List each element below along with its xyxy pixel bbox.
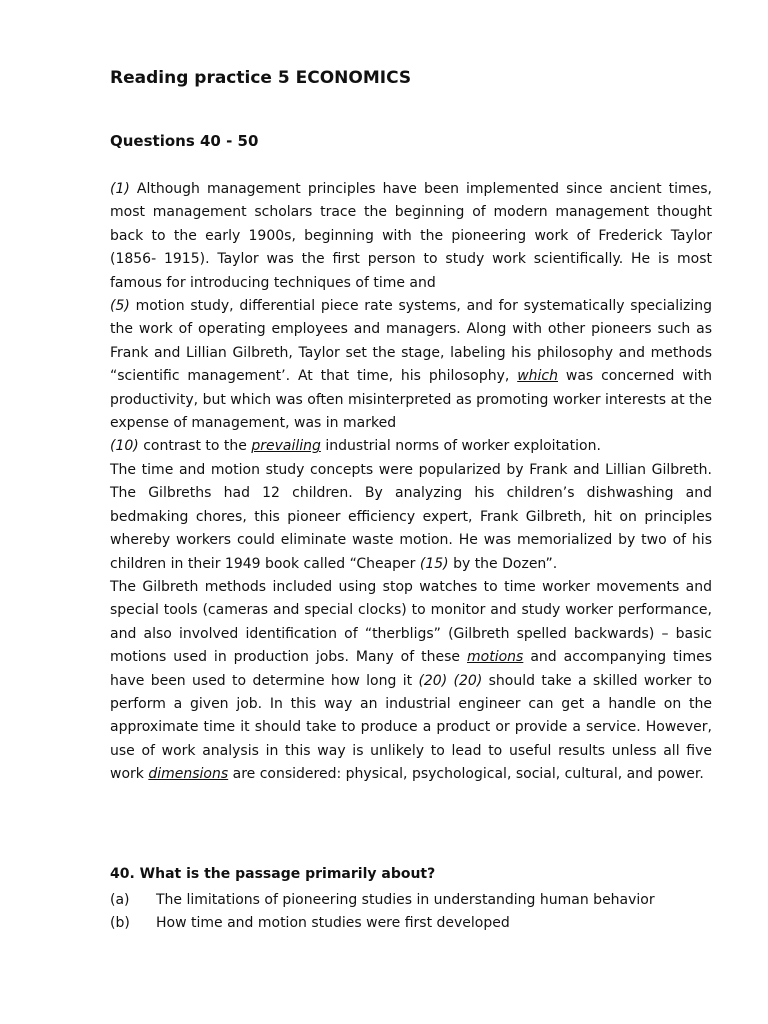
- line-marker-10: (10): [110, 438, 139, 455]
- reading-passage: [110, 178, 712, 787]
- line-marker-15: (15): [419, 555, 449, 572]
- passage-paragraph-1: (1) Although management principles have been implemented since ancient times, most management scholars trace the beginning of modern management thought back to the early 1900s, beginning with the pioneering work of Frederick Taylor (1856- 1915). Taylor was the first person to study work scientifically. He is most famous for introducing techniques of time and (5) motion study, differential piece rate systems, and for systematically specializing the work of operating employees and managers. Along with other pioneers such as Frank and Lillian Gilbreth, Taylor set the stage, labeling his philosophy and methods “scientific management’. At that time, his philosophy, which was concerned with productivity, but which was often misinterpreted as promoting worker interests at the expense of management, was in marked (10) contrast to the prevailing industrial norms of worker exploitation.: [110, 181, 712, 455]
- passage-paragraph-3: The Gilbreth methods included using stop watches to time worker movements and special tools (cameras and special clocks) to monitor and study worker performance, and also involved identification of “therbligs” (Gilbreth spelled backwards) – basic motions used in production jobs. Many of these motions and accompanying times have been used to determine how long it (20) (20) should take a skilled worker to perform a given job. In this way an industrial engineer can get a handle on the approximate time it should take to produce a product or provide a service. However, use of work analysis in this way is unlikely to lead to useful results unless all five work dimensions are considered: physical, psychological, social, cultural, and power.: [110, 578, 712, 783]
- option-letter: (a): [110, 892, 130, 908]
- option-text: How time and motion studies were first developed: [156, 915, 510, 932]
- underlined-word-prevailing: prevailing: [251, 438, 321, 455]
- line-marker-20a: (20): [418, 672, 448, 689]
- page-title: Reading practice 5 ECONOMICS: [110, 68, 412, 88]
- answer-option-a[interactable]: [110, 889, 655, 912]
- underlined-word-motions: motions: [467, 649, 524, 666]
- passage-paragraph-2: The time and motion study concepts were popularized by Frank and Lillian Gilbreth. The Gilbreths had 12 children. By analyzing his children’s dishwashing and bedmaking chores, this pioneer efficiency expert, Frank Gilbreth, hit on principles whereby workers could eliminate waste motion. He was memorialized by two of his children in their 1949 book called “Cheaper (15) by the Dozen”.: [110, 461, 712, 572]
- answer-options: [110, 889, 655, 936]
- line-marker-5: (5): [110, 298, 130, 315]
- question-40: 40. What is the passage primarily about?: [110, 866, 436, 882]
- questions-heading: Questions 40 - 50: [110, 132, 259, 150]
- option-letter: (b): [110, 915, 130, 932]
- underlined-word-which: which: [517, 368, 558, 385]
- line-marker-20b: (20): [453, 672, 483, 689]
- option-text: The limitations of pioneering studies in understanding human behavior: [156, 892, 655, 908]
- line-marker-1: (1): [110, 181, 130, 197]
- answer-option-b[interactable]: [110, 912, 655, 935]
- underlined-word-dimensions: dimensions: [148, 766, 229, 783]
